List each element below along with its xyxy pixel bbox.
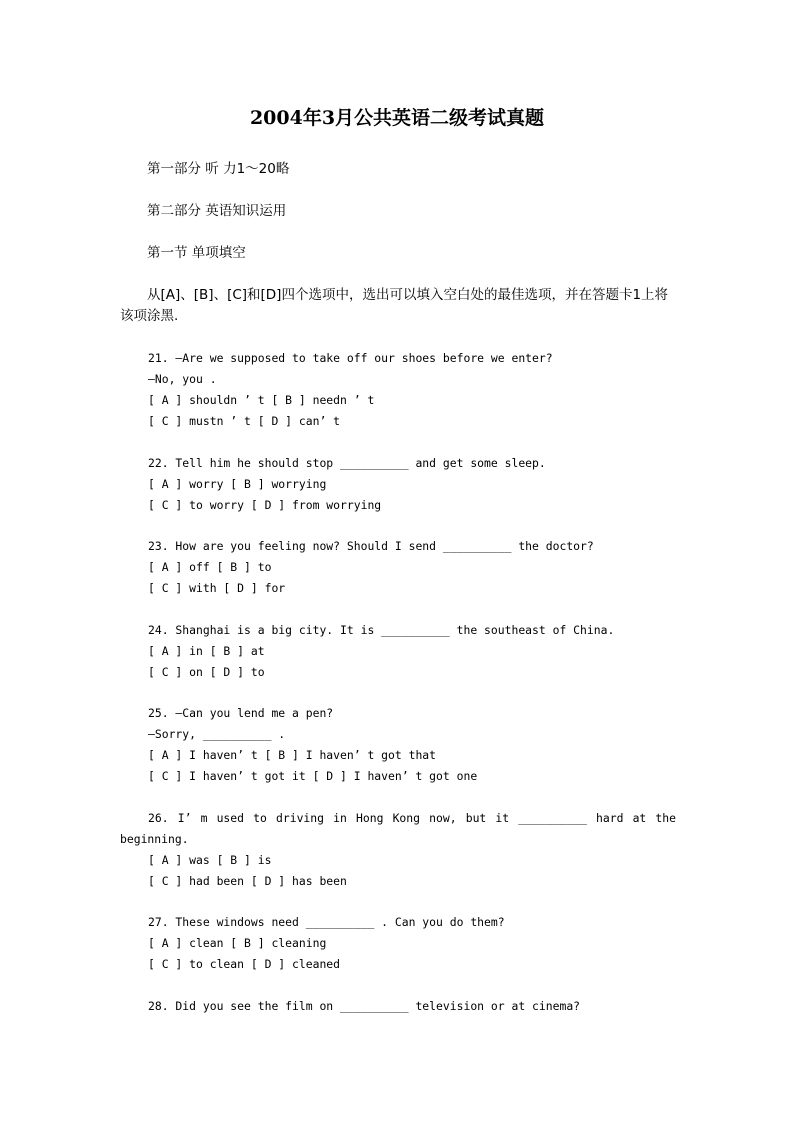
question-stem: 26. I’ m used to driving in Hong Kong now, but it __________ hard at the beginning. — [120, 810, 676, 846]
instructions-paragraph: 从[A]、[B]、[C]和[D]四个选项中，选出可以填入空白处的最佳选项，并在答题卡1上将该项涂黑. — [120, 287, 669, 324]
question-stem: 28. Did you see the film on __________ television or at cinema? — [148, 998, 581, 1013]
question-27 — [120, 912, 676, 975]
options-c-d: [ C ] to clean [ D ] cleaned — [148, 957, 341, 971]
options-c-d: [ C ] had been [ D ] has been — [148, 873, 347, 888]
page-title: 2004年3月公共英语二级考试真题 — [249, 107, 545, 129]
question-list — [120, 348, 676, 1037]
question-stem: 22. Tell him he should stop __________ and get some sleep. — [148, 455, 546, 470]
question-stem: 25. —Can you lend me a pen? — [148, 706, 334, 720]
options-a-b: [ A ] clean [ B ] cleaning — [148, 936, 327, 950]
part-2-heading: 第二部分 英语知识运用 — [147, 203, 287, 219]
options-c-d: [ C ] mustn ’ t [ D ] can’ t — [148, 414, 341, 428]
question-28 — [120, 996, 676, 1017]
question-21 — [120, 348, 676, 432]
question-26 — [120, 808, 676, 892]
question-25 — [120, 703, 676, 787]
question-22 — [120, 453, 676, 516]
question-23 — [120, 536, 676, 599]
options-a-b: [ A ] worry [ B ] worrying — [148, 476, 327, 491]
options-a-b: [ A ] off [ B ] to — [148, 560, 272, 574]
options-a-b: [ A ] in [ B ] at — [148, 643, 265, 658]
question-stem: 24. Shanghai is a big city. It is __________ the southeast of China. — [148, 622, 615, 637]
question-24 — [120, 620, 676, 683]
question-stem: 27. These windows need __________ . Can you do them? — [148, 915, 505, 929]
question-dialog: —Sorry, __________ . — [148, 727, 286, 741]
part-1-heading: 第一部分 听 力1～20略 — [147, 161, 290, 177]
options-a-b: [ A ] I haven’ t [ B ] I haven’ t got that — [148, 748, 437, 762]
question-dialog: —No, you . — [148, 372, 217, 386]
section-1-heading: 第一节 单项填空 — [147, 245, 246, 261]
options-c-d: [ C ] with [ D ] for — [148, 581, 286, 595]
options-a-b: [ A ] shouldn ’ t [ B ] needn ’ t — [148, 393, 375, 407]
options-c-d: [ C ] to worry [ D ] from worrying — [148, 497, 382, 512]
options-a-b: [ A ] was [ B ] is — [148, 852, 272, 867]
options-c-d: [ C ] on [ D ] to — [148, 664, 265, 679]
question-stem: 23. How are you feeling now? Should I send __________ the doctor? — [148, 539, 594, 553]
question-stem: 21. —Are we supposed to take off our shoes before we enter? — [148, 351, 553, 365]
options-c-d: [ C ] I haven’ t got it [ D ] I haven’ t got one — [148, 769, 478, 783]
